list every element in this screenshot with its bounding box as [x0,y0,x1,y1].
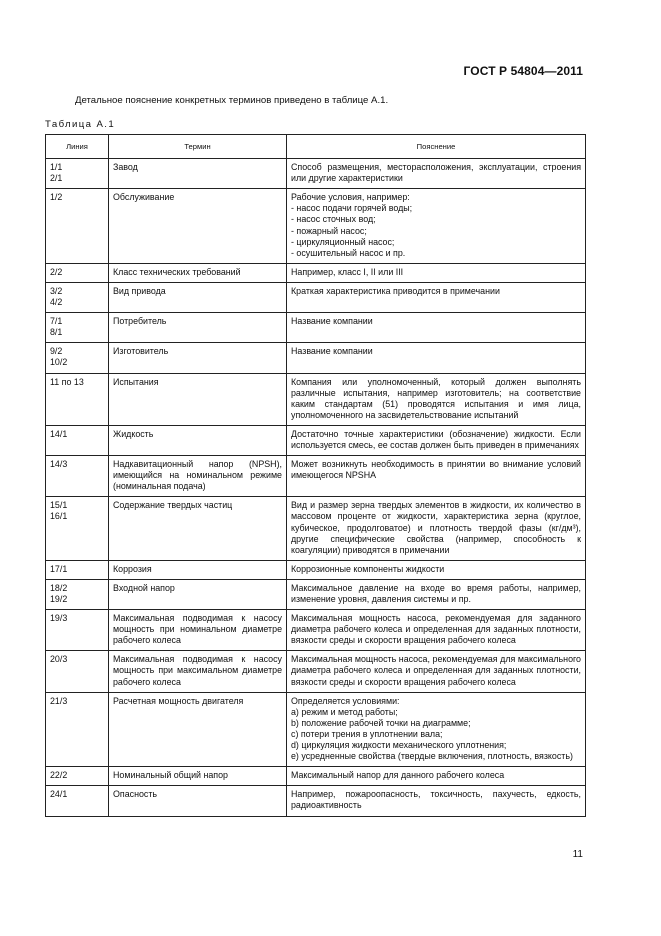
line-number: 19/3 [50,613,68,624]
table-row [46,425,586,455]
line-number: 15/1 [50,500,68,511]
terms-table [45,134,586,817]
explanation-line: Например, класс I, II или III [291,266,404,277]
explanation-cell [287,767,586,786]
explanation-cell [287,343,586,373]
explanation-cell [287,456,586,497]
explanation-cell [287,263,586,282]
term-cell: Завод [109,159,287,189]
line-number: 2/1 [50,173,63,184]
term-cell: Испытания [109,373,287,425]
term-cell: Опасность [109,786,287,816]
explanation-cell [287,313,586,343]
explanation-line: Название компании [291,316,373,327]
explanation-cell [287,579,586,609]
table-row [46,610,586,651]
line-number: 18/2 [50,582,68,593]
explanation-cell [287,373,586,425]
line-number: 14/3 [50,459,68,470]
column-header-term: Термин [109,135,287,159]
explanation-cell [287,189,586,264]
term-cell: Расчетная мощность двигателя [109,692,287,767]
term-cell: Максимальная подводимая к насосу мощность при максимальном диаметре рабочего колеса [109,651,287,692]
explanation-line: Максимальная мощность насоса, рекомендуемая для максимального диаметра рабочего колеса и определенная для заданных плотности, вязкости среды и скорости вращения рабочего колеса [291,654,581,687]
term-cell: Номинальный общий напор [109,767,287,786]
table-row [46,313,586,343]
line-cell [46,373,109,425]
explanation-cell [287,610,586,651]
explanation-line: Компания или уполномоченный, который должен выполнять различные испытания, например изготовитель; на соответствие каким стандартам (51) проводятся испытания и имя лица, уполномоченного на засвидетельствование испытаний [291,376,581,420]
line-cell [46,159,109,189]
explanation-line: Максимальный напор для данного рабочего колеса [291,770,505,781]
explanation-line: Рабочие условия, например: [291,192,410,203]
table-row [46,282,586,312]
line-cell [46,786,109,816]
line-number: 2/2 [50,266,63,277]
explanation-line: Коррозионные компоненты жидкости [291,563,445,574]
table-row [46,786,586,816]
explanation-line: Краткая характеристика приводится в примечании [291,285,500,296]
explanation-line: Например, пожароопасность, токсичность, пахучесть, едкость, радиоактивность [291,789,581,811]
line-number: 17/1 [50,563,68,574]
column-header-line: Линия [46,135,109,159]
explanation-line: Вид и размер зерна твердых элементов в жидкости, их количество в массовом проценте от жидкости, характеристика зерна (круглое, кубическое, продолговатое) и плотность твердой фазы (кг/дм³), другие специфические свойства (например, способность к коагуляции) приводятся в примечании [291,500,581,555]
line-number: 16/1 [50,511,68,522]
intro-text: Детальное пояснение конкретных терминов приведено в таблице А.1. [75,95,389,106]
table-row [46,159,586,189]
line-cell [46,189,109,264]
column-header-explanation: Пояснение [287,135,586,159]
line-cell [46,313,109,343]
table-body [46,159,586,816]
line-number: 1/2 [50,192,63,203]
term-cell: Надкавитационный напор (NPSH), имеющийся на номинальном режиме (номинальная подача) [109,456,287,497]
line-number: 11 по 13 [50,376,84,387]
table-row [46,579,586,609]
table-row [46,497,586,560]
explanation-line: - циркуляционный насос; [291,236,395,247]
explanation-cell [287,159,586,189]
line-number: 10/2 [50,357,68,368]
line-number: 3/2 [50,285,63,296]
table-label: Таблица А.1 [45,119,116,130]
explanation-cell [287,651,586,692]
term-cell: Класс технических требований [109,263,287,282]
table-row [46,456,586,497]
explanation-cell [287,497,586,560]
explanation-line: Определяется условиями: [291,695,400,706]
table-row [46,189,586,264]
document-code: ГОСТ Р 54804—2011 [463,64,583,78]
explanation-line: - осушительный насос и пр. [291,247,406,258]
line-number: 9/2 [50,346,63,357]
line-number: 19/2 [50,594,68,604]
explanation-line: - насос подачи горячей воды; [291,203,413,214]
table-row [46,692,586,767]
explanation-line: b) положение рабочей точки на диаграмме; [291,717,471,728]
line-number: 4/2 [50,297,63,308]
line-cell [46,610,109,651]
table-row [46,651,586,692]
explanation-line: e) усредненные свойства (твердые включения, плотность, вязкость) [291,751,573,762]
line-number: 22/2 [50,770,68,781]
line-cell [46,560,109,579]
line-cell [46,456,109,497]
explanation-line: Максимальная мощность насоса, рекомендуемая для заданного диаметра рабочего колеса и определенная для заданных плотности, вязкости среды и скорости вращения рабочего колеса [291,613,581,646]
explanation-cell [287,560,586,579]
explanation-line: Может возникнуть необходимость в принятии во внимание условий имеющегося NPSHA [291,459,581,481]
explanation-cell [287,425,586,455]
term-cell: Обслуживание [109,189,287,264]
line-cell [46,579,109,609]
explanation-line: - насос сточных вод; [291,214,376,225]
table-row [46,560,586,579]
line-number: 1/1 [50,162,63,173]
explanation-cell [287,282,586,312]
term-cell: Жидкость [109,425,287,455]
explanation-cell [287,692,586,767]
table-header-row [46,135,586,159]
explanation-line: Достаточно точные характеристики (обозначение) жидкости. Если используется смесь, ее состав должен быть приведен в примечаниях [291,428,581,450]
term-cell: Содержание твердых частиц [109,497,287,560]
table-row [46,343,586,373]
explanation-line: Способ размещения, месторасположения, эксплуатации, строения или другие характеристики [291,162,581,184]
term-cell: Коррозия [109,560,287,579]
explanation-line: Максимальное давление на входе во время работы, например, изменение уровня, давления системы и пр. [291,582,581,604]
line-number: 14/1 [50,428,68,439]
line-number: 7/1 [50,316,63,327]
line-number: 21/3 [50,695,68,706]
explanation-line: c) потери трения в уплотнении вала; [291,728,443,739]
page-number: 11 [572,849,583,860]
line-cell [46,767,109,786]
line-number: 8/1 [50,327,63,338]
line-cell [46,343,109,373]
explanation-cell [287,786,586,816]
line-cell [46,497,109,560]
line-cell [46,692,109,767]
line-cell [46,263,109,282]
term-cell: Вид привода [109,282,287,312]
term-cell: Изготовитель [109,343,287,373]
line-cell [46,282,109,312]
term-cell: Потребитель [109,313,287,343]
explanation-line: d) циркуляция жидкости механического уплотнения; [291,740,507,751]
explanation-line: - пожарный насос; [291,225,367,236]
line-number: 24/1 [50,789,68,800]
table-row [46,767,586,786]
table-row [46,373,586,425]
line-cell [46,651,109,692]
explanation-line: а) режим и метод работы; [291,706,398,717]
line-number: 20/3 [50,654,68,665]
term-cell: Максимальная подводимая к насосу мощность при номинальном диаметре рабочего колеса [109,610,287,651]
explanation-line: Название компании [291,346,373,357]
line-cell [46,425,109,455]
term-cell: Входной напор [109,579,287,609]
table-row [46,263,586,282]
